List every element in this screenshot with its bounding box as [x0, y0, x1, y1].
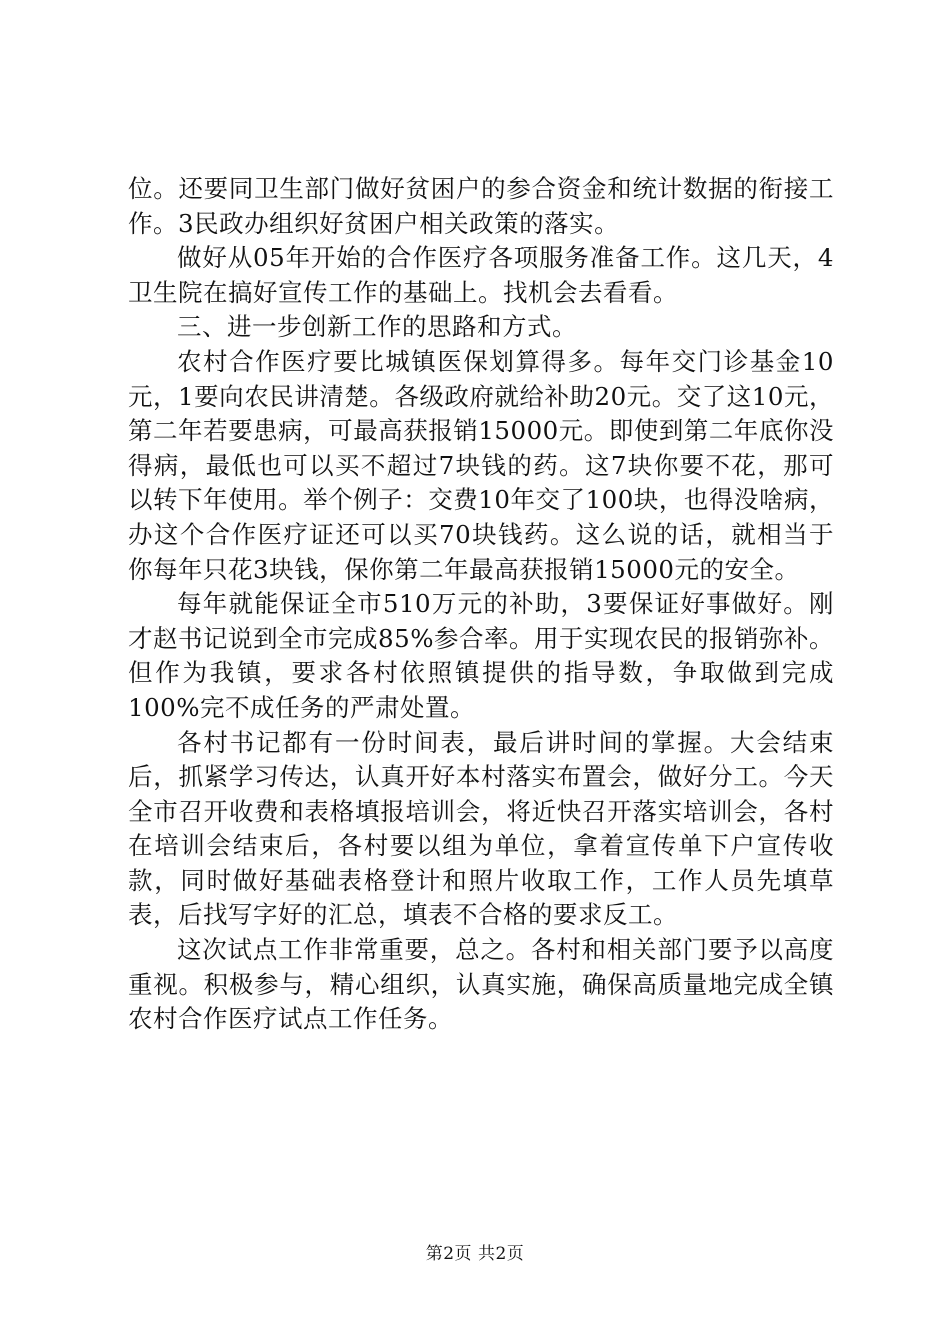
section-heading: 三、进一步创新工作的思路和方式。 [177, 312, 577, 342]
paragraph-continuation: 位。还要同卫生部门做好贫困户的参合资金和统计数据的衔接工作。3民政办组织好贫困户相关政策的落实。 [128, 174, 834, 238]
paragraph: 各村书记都有一份时间表，最后讲时间的掌握。大会结束后，抓紧学习传达，认真开好本村落实布置会，做好分工。今天全市召开收费和表格填报培训会，将近快召开落实培训会，各村在培训会结束后，各村要以组为单位，拿着宣传单下户宣传收款，同时做好基础表格登计和照片收取工作，工作人员先填草表，后找写字好的汇总，填表不合格的要求反工。 [128, 727, 834, 930]
page-number-footer: 第2页 共2页 [425, 1244, 525, 1264]
paragraph: 做好从05年开始的合作医疗各项服务准备工作。这几天，4卫生院在搞好宣传工作的基础上。找机会去看看。 [128, 243, 834, 307]
paragraph: 每年就能保证全市510万元的补助，3要保证好事做好。刚才赵书记说到全市完成85%参合率。用于实现农民的报销弥补。但作为我镇，要求各村依照镇提供的指导数，争取做到完成100%完不成任务的严肃处置。 [128, 589, 834, 722]
paragraph: 农村合作医疗要比城镇医保划算得多。每年交门诊基金10元，1要向农民讲清楚。各级政府就给补助20元。交了这10元，第二年若要患病，可最高获报销15000元。即使到第二年底你没得病，最低也可以买不超过7块钱的药。这7块你要不花，那可以转下年使用。举个例子：交费10年交了100块，也得没啥病，办这个合作医疗证还可以买70块钱药。这么说的话，就相当于你每年只花3块钱，保你第二年最高获报销15000元的安全。 [128, 346, 834, 584]
document-body [128, 172, 834, 1037]
paragraph: 这次试点工作非常重要，总之。各村和相关部门要予以高度重视。积极参与，精心组织，认真实施，确保高质量地完成全镇农村合作医疗试点工作任务。 [128, 935, 834, 1034]
